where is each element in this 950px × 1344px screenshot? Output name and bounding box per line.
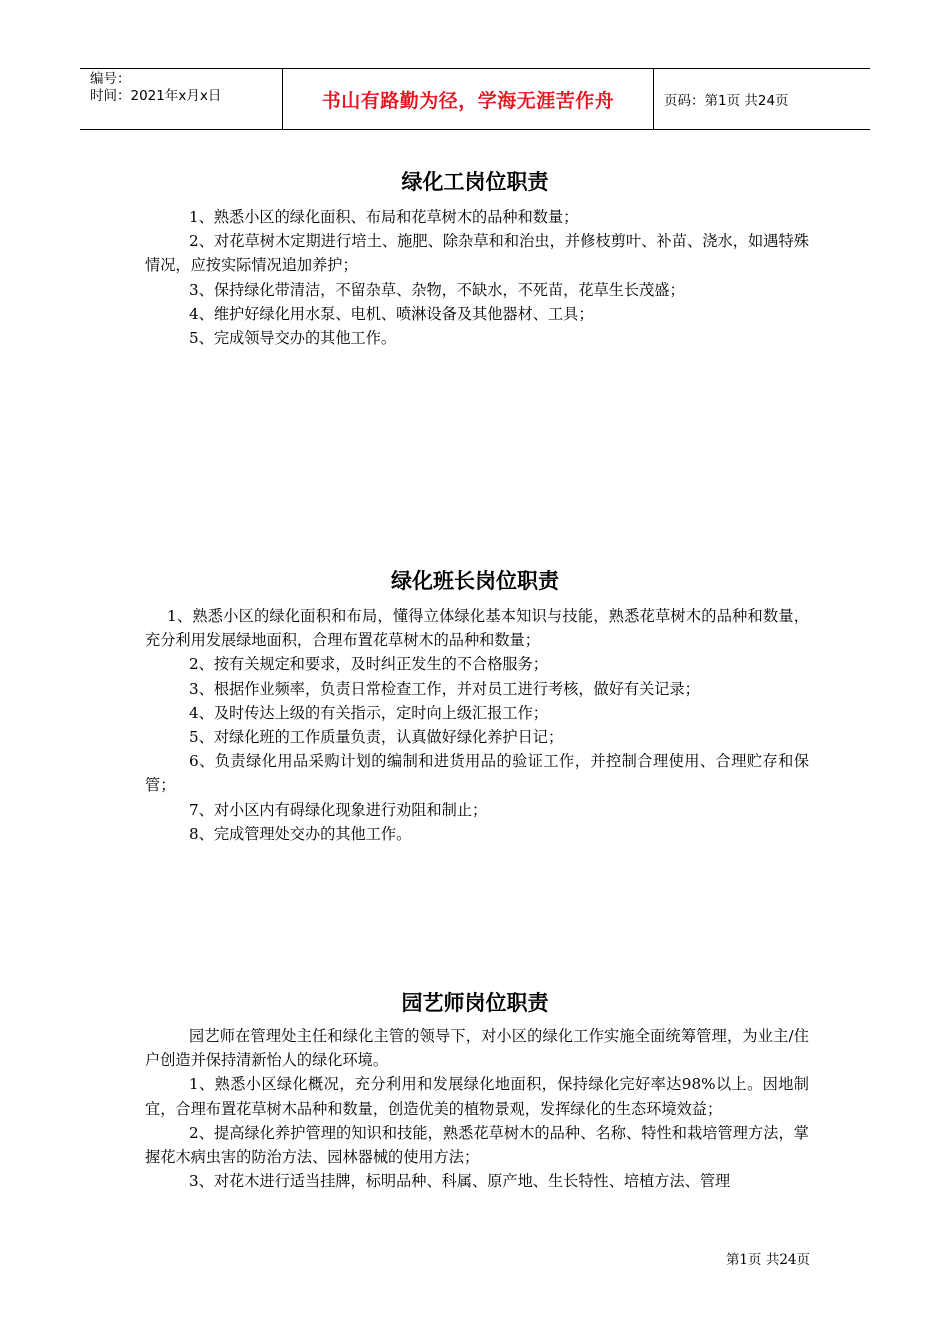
duty-item: 8、完成管理处交办的其他工作。 [189, 824, 412, 843]
header-motto: 书山有路勤为径，学海无涯苦作舟 [282, 69, 654, 129]
duty-item: 6、负责绿化用品采购计划的编制和进货用品的验证工作，并控制合理使用、合理贮存和保管； [145, 752, 809, 795]
duty-item: 4、维护好绿化用水泵、电机、喷淋设备及其他器材、工具； [189, 304, 594, 323]
section-title-greening-team-leader: 绿化班长岗位职责 [391, 569, 559, 593]
section-title-horticulturist: 园艺师岗位职责 [401, 991, 549, 1015]
duty-item: 3、根据作业频率，负责日常检查工作，并对员工进行考核，做好有关记录； [189, 679, 700, 698]
duty-item: 1、熟悉小区绿化概况，充分利用和发展绿化地面积，保持绿化完好率达98%以上。因地制宜，合理布置花草树木品种和数量，创造优美的植物景观，发挥绿化的生态环境效益； [145, 1075, 809, 1118]
duty-item: 7、对小区内有碍绿化现象进行劝阻和制止； [189, 800, 488, 819]
header-meta [80, 69, 282, 129]
page-header [80, 68, 870, 130]
header-page-info: 页码：第1页 共24页 [664, 93, 789, 109]
duty-item: 5、对绿化班的工作质量负责，认真做好绿化养护日记； [189, 728, 564, 747]
doc-date: 时间：2021年x月x日 [90, 88, 222, 104]
page-footer: 第1页 共24页 [725, 1252, 810, 1268]
section-body-horticulturist [145, 1024, 809, 1193]
duty-intro: 园艺师在管理处主任和绿化主管的领导下，对小区的绿化工作实施全面统筹管理，为业主/住户创造并保持清新怡人的绿化环境。 [145, 1027, 809, 1070]
section-title-greening-worker: 绿化工岗位职责 [401, 170, 549, 194]
duty-item: 1、熟悉小区的绿化面积和布局，懂得立体绿化基本知识与技能，熟悉花草树木的品种和数量，充分利用发展绿地面积，合理布置花草树木的品种和数量； [145, 607, 809, 650]
section-body-greening-team-leader [145, 604, 809, 846]
duty-item: 5、完成领导交办的其他工作。 [189, 329, 397, 348]
duty-item: 3、对花木进行适当挂牌，标明品种、科属、原产地、生长特性、培植方法、管理 [189, 1172, 731, 1191]
duty-item: 1、熟悉小区的绿化面积、布局和花草树木的品种和数量； [189, 208, 579, 226]
duty-item: 2、提高绿化养护管理的知识和技能，熟悉花草树木的品种、名称、特性和栽培管理方法，掌握花木病虫害的防治方法、园林器械的使用方法； [145, 1123, 809, 1167]
duty-item: 2、按有关规定和要求，及时纠正发生的不合格服务； [189, 655, 548, 674]
section-body-greening-worker [145, 205, 809, 350]
doc-number-label: 编号： [90, 71, 131, 87]
duty-item: 4、及时传达上级的有关指示，定时向上级汇报工作； [189, 703, 548, 722]
duty-item: 2、对花草树木定期进行培土、施肥、除杂草和和治虫，并修枝剪叶、补苗、浇水，如遇特殊情况，应按实际情况追加养护； [145, 232, 809, 275]
duty-item: 3、保持绿化带清洁，不留杂草、杂物，不缺水，不死苗，花草生长茂盛； [189, 280, 685, 299]
